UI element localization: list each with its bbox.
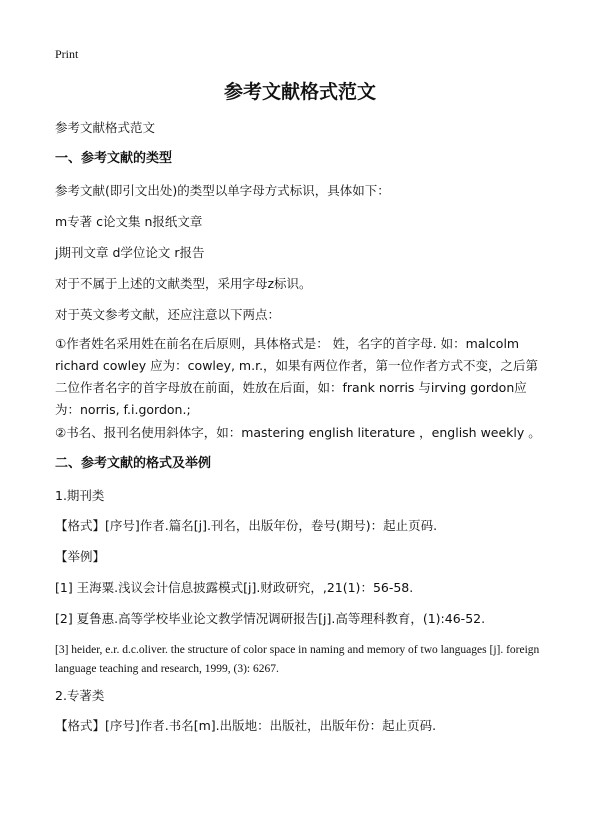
reference-1: [1] 王海粟.浅议会计信息披露模式[j].财政研究，,21(1)：56-58.: [55, 580, 414, 595]
print-label: Print: [55, 47, 79, 61]
section-heading-format: 二、参考文献的格式及举例: [55, 456, 212, 471]
paragraph-z-type: 对于不属于上述的文献类型，采用字母z标识。: [55, 276, 312, 291]
category-journal: 1.期刊类: [55, 488, 105, 503]
paragraph-type-list-1: m专著 c论文集 n报纸文章: [55, 214, 203, 229]
paragraph-italic-title-rule: ②书名、报刊名使用斜体字，如：mastering english literature ，english weekly 。: [55, 425, 541, 440]
reference-3: [3] heider, e.r. d.c.oliver. the structure of color space in naming and memory of two languages [j]. foreign language teaching and research, 1999, (3): 6267.: [55, 644, 540, 675]
paragraph-type-list-2: j期刊文章 d学位论文 r报告: [55, 245, 205, 260]
document-subtitle: 参考文献格式范文: [55, 120, 156, 135]
format-monograph: 【格式】[序号]作者.书名[m].出版地：出版社，出版年份：起止页码.: [55, 718, 437, 733]
paragraph-english-notes: 对于英文参考文献，还应注意以下两点：: [55, 307, 281, 322]
paragraph-type-intro: 参考文献(即引文出处)的类型以单字母方式标识，具体如下：: [55, 183, 390, 198]
section-heading-types: 一、参考文献的类型: [55, 151, 173, 166]
reference-2: [2] 夏鲁惠.高等学校毕业论文教学情况调研报告[j].高等理科教育，(1):46-52.: [55, 611, 486, 626]
format-journal: 【格式】[序号]作者.篇名[j].刊名，出版年份，卷号(期号)：起止页码.: [55, 518, 438, 533]
document-title: 参考文献格式范文: [223, 81, 376, 103]
paragraph-author-name-rule: ①作者姓名采用姓在前名在后原则，具体格式是： 姓，名字的首字母. 如：malcolm richard cowley 应为：cowley, m.r.，如果有两位作者，第一位作者方式不变，之后第二位作者名字的首字母放在前面，姓放在后面，如：frank norris 与irving gordon应为：norris, f.i.gordon.;: [55, 336, 539, 417]
category-monograph: 2.专著类: [55, 688, 105, 703]
example-label: 【举例】: [55, 549, 106, 564]
